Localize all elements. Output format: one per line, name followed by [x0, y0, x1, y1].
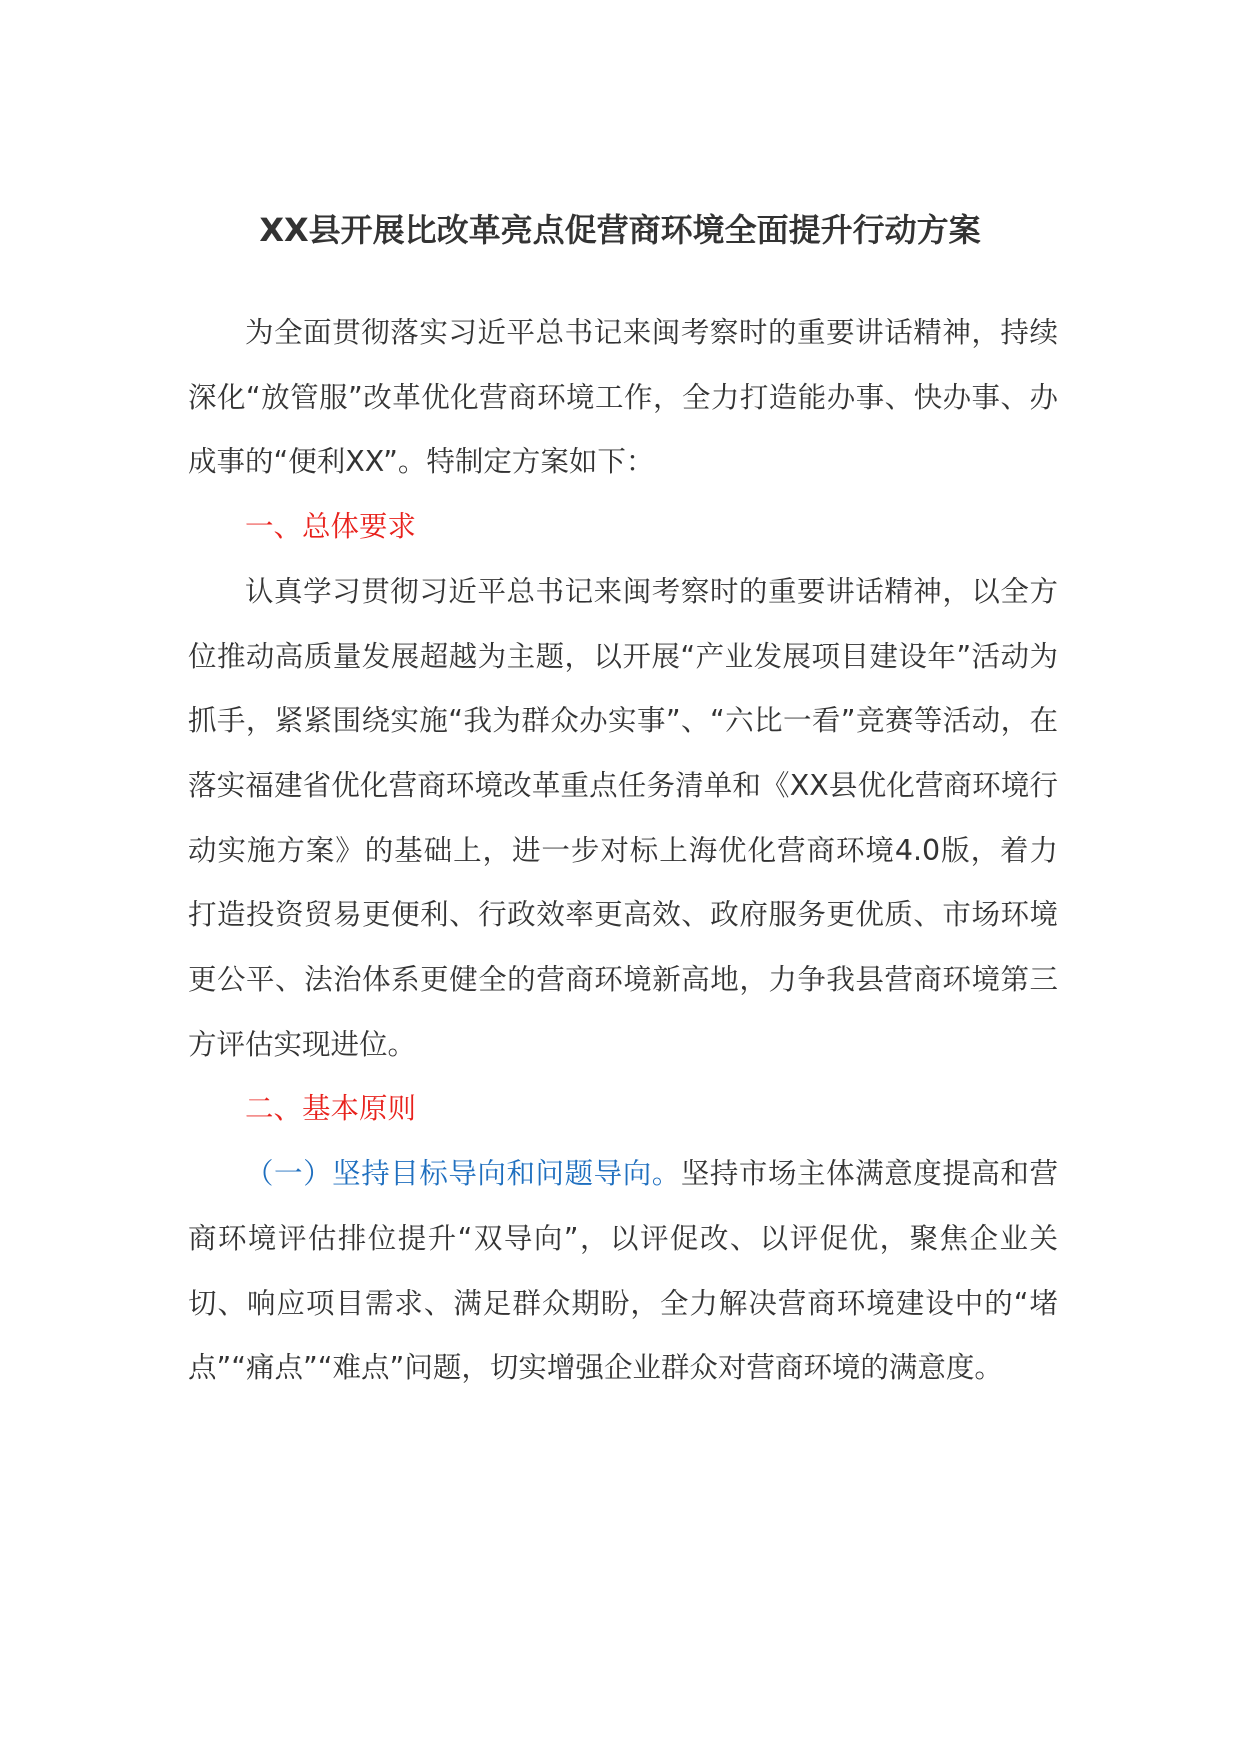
principle-1-lead: （一）坚持目标导向和问题导向。 [245, 1157, 681, 1191]
principle-1-text: 坚持市场主体满意度提高和营商环境评估排位提升“双导向”，以评促改、以评促优，聚焦企业关切、响应项目需求、满足群众期盼，全力解决营商环境建设中的“堵点”“痛点”“难点”问题，切实增强企业群众对营商环境的满意度。 [188, 1157, 1058, 1385]
general-requirements-paragraph: 认真学习贯彻习近平总书记来闽考察时的重要讲话精神，以全方位推动高质量发展超越为主题，以开展“产业发展项目建设年”活动为抓手，紧紧围绕实施“我为群众办实事”、“六比一看”竞赛等活动，在落实福建省优化营商环境改革重点任务清单和《XX县优化营商环境行动实施方案》的基础上，进一步对标上海优化营商环境4.0版，着力打造投资贸易更便利、行政效率更高效、政府服务更优质、市场环境更公平、法治体系更健全的营商环境新高地，力争我县营商环境第三方评估实现进位。 [188, 574, 1058, 1061]
document-title: XX县开展比改革亮点促营商环境全面提升行动方案 [259, 211, 981, 249]
section-heading-general-requirements: 一、总体要求 [245, 510, 417, 544]
section-heading-basic-principles: 二、基本原则 [245, 1092, 417, 1126]
intro-paragraph: 为全面贯彻落实习近平总书记来闽考察时的重要讲话精神，持续深化“放管服”改革优化营商环境工作，全力打造能办事、快办事、办成事的“便利XX”。特制定方案如下： [188, 316, 1058, 479]
document-body [188, 301, 1058, 1401]
principle-1-paragraph [188, 1142, 1058, 1401]
